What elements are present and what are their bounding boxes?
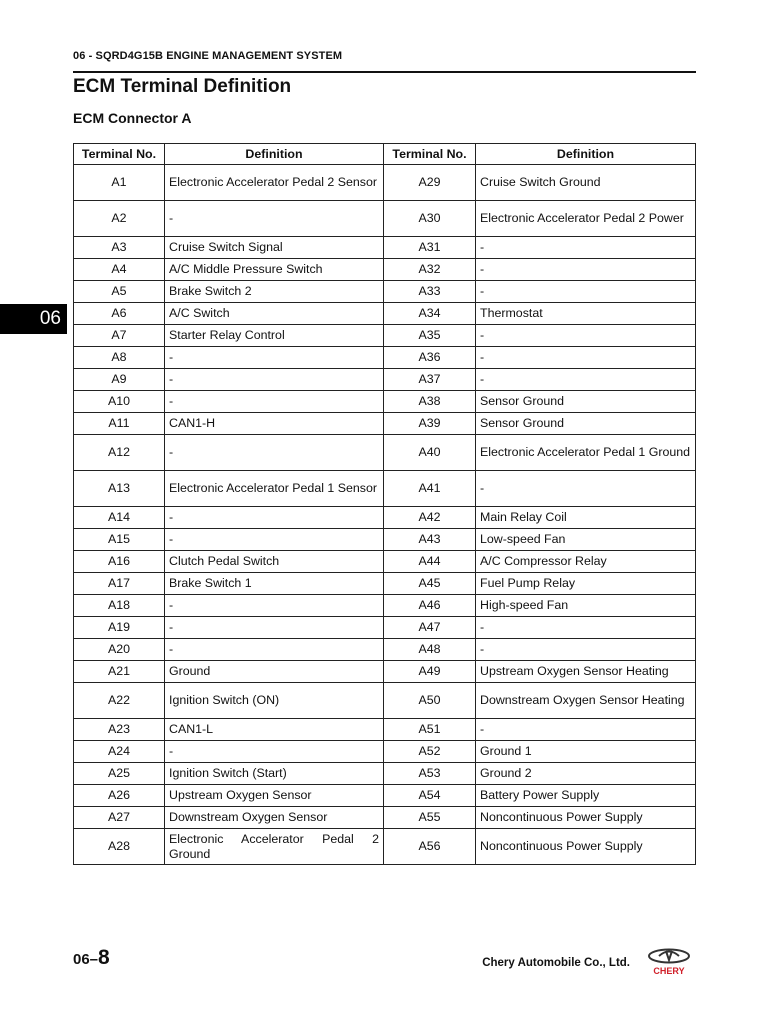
table-row [74, 325, 696, 347]
section-title: ECM Connector A [73, 110, 192, 126]
terminal-number-right: A46 [384, 595, 476, 617]
terminal-number-left: A12 [74, 435, 165, 471]
terminal-number-right: A55 [384, 807, 476, 829]
definition-right: A/C Compressor Relay [476, 551, 696, 573]
definition-left: Downstream Oxygen Sensor [165, 807, 384, 829]
definition-left: - [165, 435, 384, 471]
table-row [74, 529, 696, 551]
table-row [74, 807, 696, 829]
page-title: ECM Terminal Definition [73, 76, 292, 97]
terminal-number-right: A49 [384, 661, 476, 683]
definition-left: Ignition Switch (ON) [165, 683, 384, 719]
terminal-number-right: A51 [384, 719, 476, 741]
terminal-number-right: A31 [384, 237, 476, 259]
header-terminal-no-left: Terminal No. [74, 144, 165, 165]
table-row [74, 785, 696, 807]
terminal-number-left: A6 [74, 303, 165, 325]
table-row [74, 471, 696, 507]
terminal-number-right: A36 [384, 347, 476, 369]
table-row [74, 237, 696, 259]
definition-left: - [165, 529, 384, 551]
definition-right: - [476, 325, 696, 347]
table-row [74, 435, 696, 471]
definition-right: Sensor Ground [476, 413, 696, 435]
table-row [74, 763, 696, 785]
definition-left: Clutch Pedal Switch [165, 551, 384, 573]
table-row [74, 639, 696, 661]
definition-left: - [165, 347, 384, 369]
terminal-number-left: A26 [74, 785, 165, 807]
chery-logo [645, 948, 693, 976]
definition-right: - [476, 617, 696, 639]
terminal-number-left: A16 [74, 551, 165, 573]
header-rule [73, 71, 696, 73]
definition-left: Ignition Switch (Start) [165, 763, 384, 785]
header-definition-right: Definition [476, 144, 696, 165]
definition-right: Electronic Accelerator Pedal 1 Ground [476, 435, 696, 471]
running-header: 06 - SQRD4G15B ENGINE MANAGEMENT SYSTEM [73, 50, 343, 62]
terminal-number-right: A29 [384, 165, 476, 201]
definition-right: - [476, 237, 696, 259]
definition-left: - [165, 595, 384, 617]
table-body [74, 165, 696, 865]
definition-right: Thermostat [476, 303, 696, 325]
header-definition-left: Definition [165, 144, 384, 165]
table-row [74, 741, 696, 763]
terminal-number-right: A35 [384, 325, 476, 347]
terminal-number-left: A14 [74, 507, 165, 529]
terminal-number-right: A47 [384, 617, 476, 639]
definition-left: Electronic Accelerator Pedal 2 Ground [165, 829, 384, 865]
table-row [74, 661, 696, 683]
terminal-number-left: A19 [74, 617, 165, 639]
terminal-number-left: A23 [74, 719, 165, 741]
terminal-number-right: A32 [384, 259, 476, 281]
table-row [74, 507, 696, 529]
definition-right: Sensor Ground [476, 391, 696, 413]
table-row [74, 201, 696, 237]
definition-left: - [165, 741, 384, 763]
terminal-number-left: A2 [74, 201, 165, 237]
definition-left: Upstream Oxygen Sensor [165, 785, 384, 807]
terminal-number-left: A10 [74, 391, 165, 413]
page-prefix: 06– [73, 951, 99, 968]
terminal-number-left: A9 [74, 369, 165, 391]
terminal-number-right: A43 [384, 529, 476, 551]
terminal-table [73, 143, 696, 865]
definition-right: - [476, 719, 696, 741]
table-row [74, 829, 696, 865]
chapter-tab: 06 [0, 304, 67, 334]
definition-right: - [476, 259, 696, 281]
definition-right: Downstream Oxygen Sensor Heating [476, 683, 696, 719]
table-row [74, 595, 696, 617]
terminal-number-right: A42 [384, 507, 476, 529]
terminal-number-left: A7 [74, 325, 165, 347]
definition-left: CAN1-L [165, 719, 384, 741]
definition-left: CAN1-H [165, 413, 384, 435]
definition-left: Cruise Switch Signal [165, 237, 384, 259]
definition-right: Noncontinuous Power Supply [476, 829, 696, 865]
terminal-number-left: A11 [74, 413, 165, 435]
definition-left: - [165, 201, 384, 237]
definition-right: - [476, 347, 696, 369]
table-row [74, 413, 696, 435]
terminal-number-right: A45 [384, 573, 476, 595]
definition-left: - [165, 391, 384, 413]
definition-right: Ground 2 [476, 763, 696, 785]
header-terminal-no-right: Terminal No. [384, 144, 476, 165]
terminal-number-left: A21 [74, 661, 165, 683]
definition-right: - [476, 639, 696, 661]
terminal-number-left: A22 [74, 683, 165, 719]
page-number [73, 946, 110, 970]
definition-left: - [165, 617, 384, 639]
table-row [74, 573, 696, 595]
table-row [74, 617, 696, 639]
table-row [74, 347, 696, 369]
table-row [74, 165, 696, 201]
terminal-number-right: A56 [384, 829, 476, 865]
terminal-number-right: A37 [384, 369, 476, 391]
company-name: Chery Automobile Co., Ltd. [482, 957, 630, 969]
table-header-row [74, 144, 696, 165]
terminal-number-right: A39 [384, 413, 476, 435]
definition-right: Battery Power Supply [476, 785, 696, 807]
terminal-number-left: A13 [74, 471, 165, 507]
definition-right: High-speed Fan [476, 595, 696, 617]
table-row [74, 683, 696, 719]
terminal-number-left: A27 [74, 807, 165, 829]
table-row [74, 551, 696, 573]
terminal-number-left: A5 [74, 281, 165, 303]
table-row [74, 719, 696, 741]
definition-left: Electronic Accelerator Pedal 2 Sensor [165, 165, 384, 201]
terminal-number-right: A38 [384, 391, 476, 413]
definition-left: Electronic Accelerator Pedal 1 Sensor [165, 471, 384, 507]
table-row [74, 281, 696, 303]
table-row [74, 259, 696, 281]
definition-left: - [165, 639, 384, 661]
terminal-number-left: A15 [74, 529, 165, 551]
definition-right: Main Relay Coil [476, 507, 696, 529]
definition-left: Brake Switch 2 [165, 281, 384, 303]
terminal-number-left: A3 [74, 237, 165, 259]
terminal-number-left: A25 [74, 763, 165, 785]
definition-right: Ground 1 [476, 741, 696, 763]
terminal-number-left: A18 [74, 595, 165, 617]
page-number-value: 8 [98, 946, 110, 969]
definition-right: Upstream Oxygen Sensor Heating [476, 661, 696, 683]
definition-left: A/C Switch [165, 303, 384, 325]
terminal-number-right: A33 [384, 281, 476, 303]
definition-right: Cruise Switch Ground [476, 165, 696, 201]
terminal-number-right: A52 [384, 741, 476, 763]
definition-right: Fuel Pump Relay [476, 573, 696, 595]
logo-text: CHERY [653, 966, 685, 976]
definition-left: Ground [165, 661, 384, 683]
definition-right: Noncontinuous Power Supply [476, 807, 696, 829]
terminal-number-right: A53 [384, 763, 476, 785]
definition-left: - [165, 369, 384, 391]
terminal-number-right: A50 [384, 683, 476, 719]
terminal-number-left: A20 [74, 639, 165, 661]
terminal-number-right: A48 [384, 639, 476, 661]
table-row [74, 303, 696, 325]
definition-right: Low-speed Fan [476, 529, 696, 551]
terminal-number-right: A40 [384, 435, 476, 471]
terminal-number-right: A30 [384, 201, 476, 237]
definition-left: Starter Relay Control [165, 325, 384, 347]
table-row [74, 391, 696, 413]
definition-left: A/C Middle Pressure Switch [165, 259, 384, 281]
terminal-number-left: A4 [74, 259, 165, 281]
terminal-number-right: A54 [384, 785, 476, 807]
definition-right: Electronic Accelerator Pedal 2 Power [476, 201, 696, 237]
terminal-number-right: A44 [384, 551, 476, 573]
terminal-number-right: A34 [384, 303, 476, 325]
terminal-number-left: A28 [74, 829, 165, 865]
definition-right: - [476, 281, 696, 303]
terminal-number-left: A1 [74, 165, 165, 201]
terminal-number-right: A41 [384, 471, 476, 507]
terminal-number-left: A17 [74, 573, 165, 595]
definition-left: - [165, 507, 384, 529]
definition-right: - [476, 471, 696, 507]
table-row [74, 369, 696, 391]
terminal-number-left: A8 [74, 347, 165, 369]
definition-right: - [476, 369, 696, 391]
terminal-number-left: A24 [74, 741, 165, 763]
definition-left: Brake Switch 1 [165, 573, 384, 595]
